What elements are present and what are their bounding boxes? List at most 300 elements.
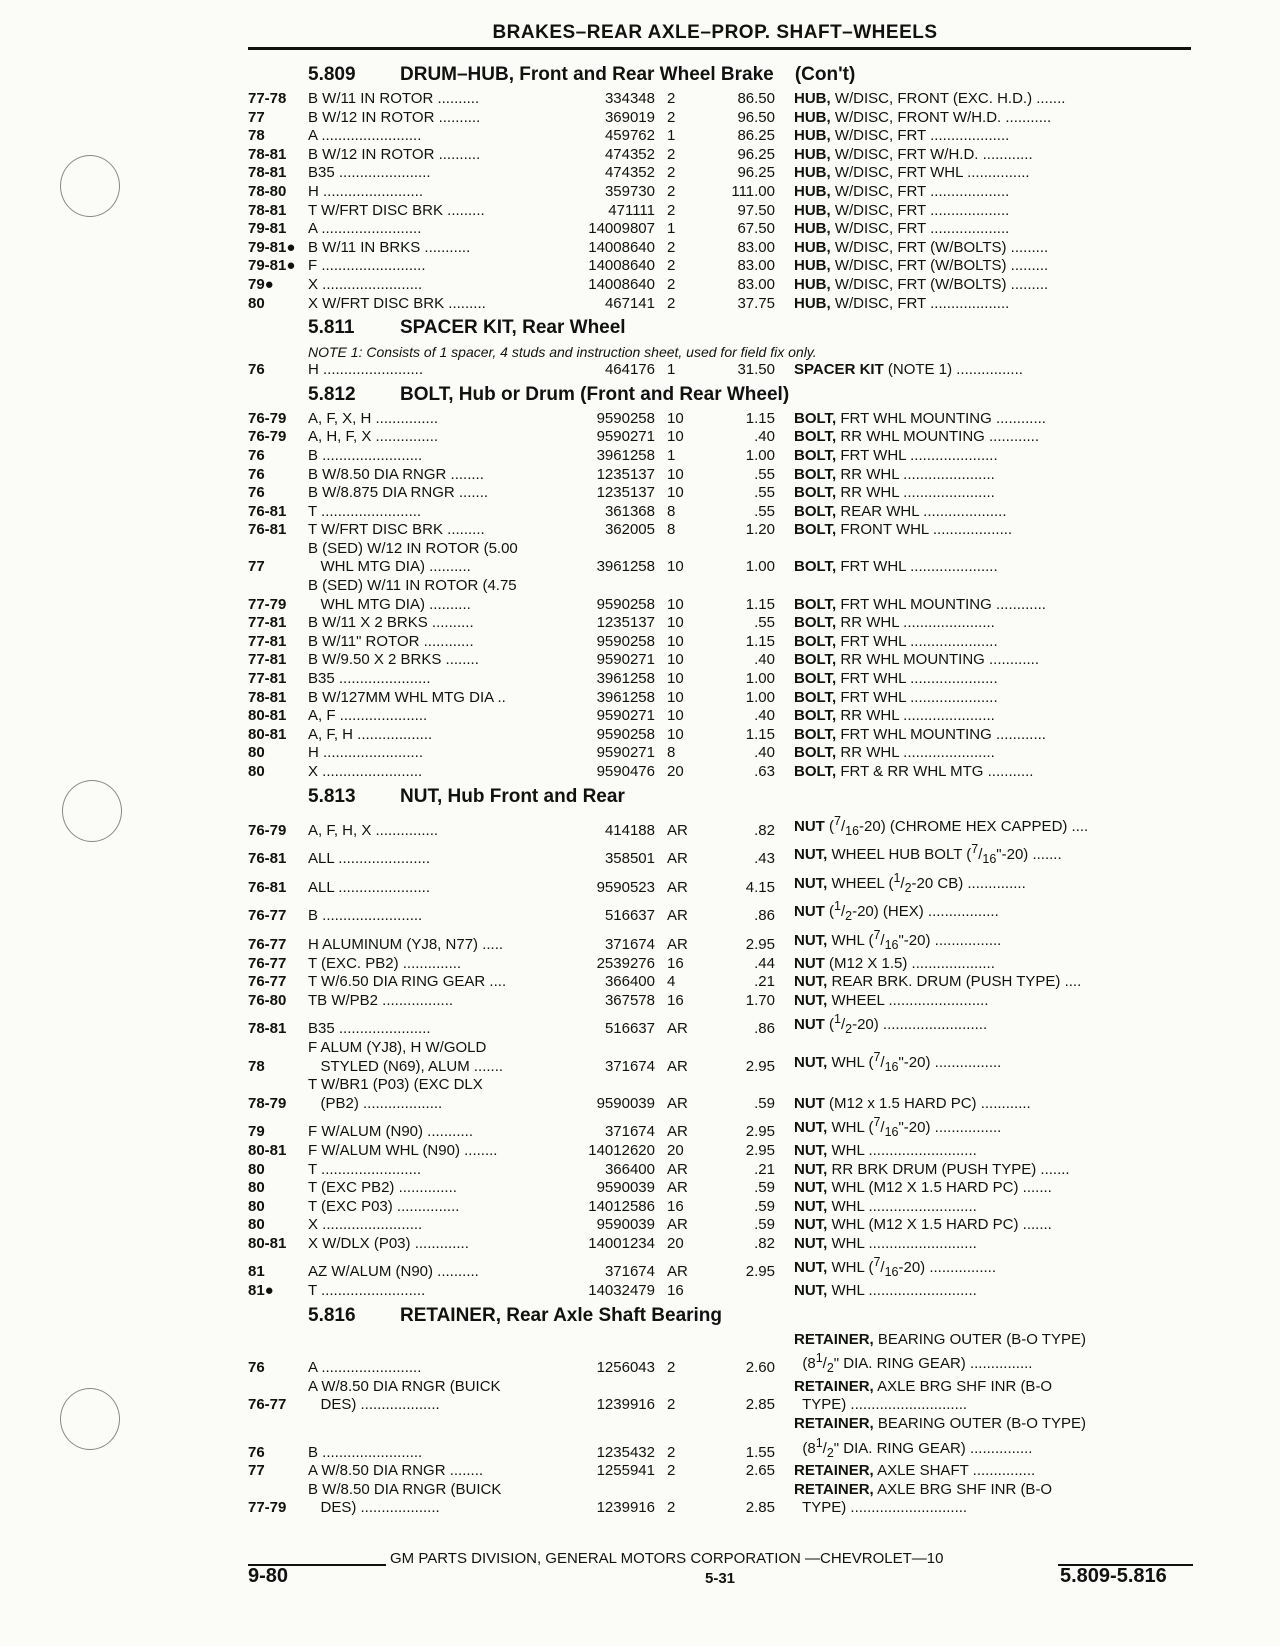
application: T W/BR1 (P03) (EXC DLX (PB2) ................... <box>308 1076 483 1112</box>
description: RETAINER, BEARING OUTER (B-O TYPE) ($8^1/_2$" DIA. RING GEAR) ............... <box>794 1415 1086 1460</box>
quantity: 2 <box>667 90 676 107</box>
part-number: 366400 <box>604 973 655 991</box>
binder-hole-top <box>60 155 120 217</box>
application: T (EXC P03) ............... <box>308 1197 460 1215</box>
quantity: 1 <box>667 446 676 464</box>
section-number: 5.813 <box>308 785 356 807</box>
part-number: 14008640 <box>588 238 655 256</box>
price: 2.85 <box>745 1499 775 1517</box>
application: X ........................ <box>308 1216 423 1234</box>
model-year: 76-77 <box>248 973 287 991</box>
model-year: 76-81 <box>248 521 287 539</box>
quantity: 2 <box>667 108 676 126</box>
price: .82 <box>754 1234 775 1252</box>
part-number: 474352 <box>604 164 655 182</box>
header-rule <box>248 47 1191 50</box>
description: NUT, REAR BRK. DRUM (PUSH TYPE) .... <box>794 973 1082 991</box>
part-number: 1256043 <box>596 1359 655 1377</box>
application: B ........................ <box>308 446 423 464</box>
price: .44 <box>754 954 775 972</box>
footer-section-range: 5.809-5.816 <box>1060 1565 1167 1587</box>
application: H ALUMINUM (YJ8, N77) ..... <box>308 935 504 953</box>
table-row <box>248 1462 1193 1481</box>
description: HUB, W/DISC, FRT (W/BOLTS) ......... <box>794 275 1049 293</box>
model-year: 76-77 <box>248 935 287 953</box>
application: A ........................ <box>308 220 422 238</box>
price: 97.50 <box>737 201 775 219</box>
description: NUT, WHL (M12 X 1.5 HARD PC) ....... <box>794 1179 1052 1197</box>
description: NUT, WHL $(^7/_{16}-20)$ ................ <box>794 1255 997 1280</box>
part-number: 516637 <box>604 1020 655 1038</box>
part-number: 3961258 <box>596 558 655 576</box>
table-row <box>248 1039 1193 1076</box>
part-number: 361368 <box>604 502 655 520</box>
price: .40 <box>754 707 775 725</box>
quantity: 20 <box>667 763 684 780</box>
description: BOLT, RR WHL ...................... <box>794 614 995 632</box>
quantity: 10 <box>667 670 684 688</box>
application: X ........................ <box>308 763 423 780</box>
model-year: 76 <box>248 1443 265 1461</box>
quantity: 2 <box>667 1443 676 1461</box>
price: .55 <box>754 484 775 502</box>
description: HUB, W/DISC, FRT (W/BOLTS) ......... <box>794 257 1049 275</box>
price: 1.15 <box>745 595 775 613</box>
part-number: 9590258 <box>596 725 655 743</box>
quantity: 2 <box>667 1462 676 1480</box>
model-year: 76 <box>248 465 265 483</box>
model-year: 80 <box>248 1160 265 1178</box>
application: A, F, X, H ............... <box>308 409 439 427</box>
table-row <box>248 239 1193 258</box>
quantity: 2 <box>667 294 676 312</box>
quantity: AR <box>667 935 688 953</box>
quantity: 10 <box>667 428 684 446</box>
table-row <box>248 1331 1193 1378</box>
section-name: DRUM–HUB, Front and Rear Wheel Brake (Con't) <box>400 64 856 85</box>
description: HUB, W/DISC, FRT W/H.D. ............ <box>794 145 1033 163</box>
table-row <box>248 926 1193 955</box>
application: ALL ...................... <box>308 878 430 896</box>
application: B (SED) W/12 IN ROTOR (5.00 WHL MTG DIA) .......... <box>308 539 518 576</box>
price: 1.00 <box>745 558 775 576</box>
model-year: 76-77 <box>248 907 287 925</box>
price: 2.95 <box>745 1123 775 1141</box>
price: 1.00 <box>745 688 775 706</box>
table-row <box>248 220 1193 239</box>
model-year: 80-81 <box>248 1234 287 1252</box>
quantity: 2 <box>667 257 676 275</box>
model-year: 80 <box>248 1216 265 1234</box>
model-year: 80-81 <box>248 1141 287 1159</box>
part-number: 9590039 <box>596 1216 655 1234</box>
part-number: 9590271 <box>596 744 655 762</box>
description: BOLT, RR WHL ...................... <box>794 465 995 483</box>
model-year: 76-79 <box>248 428 287 446</box>
description: NUT, WHEEL ($^1/_2-20$ CB) .............. <box>794 870 1026 895</box>
part-number: 516637 <box>604 907 655 925</box>
price: .40 <box>754 428 775 446</box>
part-number: 14009807 <box>588 220 655 238</box>
price: .59 <box>754 1094 775 1112</box>
model-year: 76 <box>248 484 265 502</box>
quantity: 16 <box>667 1282 684 1300</box>
section-name: SPACER KIT, Rear Wheel <box>400 317 626 339</box>
price: 96.25 <box>737 145 775 163</box>
part-number: 371674 <box>604 935 655 953</box>
model-year: 77-78 <box>248 90 287 107</box>
model-year: 78 <box>248 1057 265 1075</box>
application: H ........................ <box>308 182 424 200</box>
quantity: 2 <box>667 1499 676 1517</box>
description: RETAINER, AXLE SHAFT ............... <box>794 1462 1036 1480</box>
table-row <box>248 109 1193 128</box>
part-number: 369019 <box>604 108 655 126</box>
quantity: AR <box>667 1179 688 1197</box>
part-number: 1235137 <box>596 614 655 632</box>
quantity: 20 <box>667 1234 684 1252</box>
table-row <box>248 202 1193 221</box>
quantity: AR <box>667 1057 688 1075</box>
table-row <box>248 689 1193 708</box>
application: B W/8.50 DIA RNGR ........ <box>308 465 484 483</box>
description: BOLT, FRT WHL MOUNTING ............ <box>794 725 1046 743</box>
price: .63 <box>754 763 775 780</box>
description: BOLT, FRONT WHL ................... <box>794 521 1013 539</box>
quantity: 8 <box>667 502 676 520</box>
application: A W/8.50 DIA RNGR ........ <box>308 1462 484 1480</box>
quantity: 10 <box>667 465 684 483</box>
table-row <box>248 1282 1193 1301</box>
description: NUT $(^7/_{16}-20)$ (CHROME HEX CAPPED) .... <box>794 813 1089 838</box>
price: 83.00 <box>737 257 775 275</box>
part-number: 371674 <box>604 1263 655 1281</box>
price: .43 <box>754 850 775 868</box>
description: HUB, W/DISC, FRT ................... <box>794 127 1010 145</box>
price: 1.70 <box>745 991 775 1009</box>
description: NUT, WHL $(^7/_{16}"-20)$ ................ <box>794 927 1002 952</box>
description: HUB, W/DISC, FRT (W/BOLTS) ......... <box>794 238 1049 256</box>
description: BOLT, FRT WHL ..................... <box>794 446 998 464</box>
quantity: 10 <box>667 725 684 743</box>
price: 1.55 <box>745 1443 775 1461</box>
table-row <box>248 1481 1193 1518</box>
part-number: 1239916 <box>596 1499 655 1517</box>
table-row <box>248 763 1193 782</box>
model-year: 80 <box>248 744 265 762</box>
table-row <box>248 1378 1193 1415</box>
model-year: 76-79 <box>248 409 287 427</box>
table-row <box>248 1076 1193 1113</box>
application: F ......................... <box>308 257 426 275</box>
part-number: 9590258 <box>596 595 655 613</box>
model-year: 77-81 <box>248 670 287 688</box>
application: A, H, F, X ............... <box>308 428 439 446</box>
description: HUB, W/DISC, FRT WHL ............... <box>794 164 1030 182</box>
table-row <box>248 146 1193 165</box>
part-number: 3961258 <box>596 688 655 706</box>
application: H ........................ <box>308 361 424 379</box>
description: BOLT, RR WHL ...................... <box>794 707 995 725</box>
price: 2.95 <box>745 1141 775 1159</box>
quantity: 2 <box>667 145 676 163</box>
quantity: 2 <box>667 238 676 256</box>
quantity: 10 <box>667 409 684 427</box>
description: BOLT, FRT WHL ..................... <box>794 670 998 688</box>
description: BOLT, REAR WHL .................... <box>794 502 1007 520</box>
application: T ........................ <box>308 502 422 520</box>
model-year: 80 <box>248 1179 265 1197</box>
part-number: 464176 <box>604 361 655 379</box>
model-year: 78-80 <box>248 182 287 200</box>
table-row <box>248 707 1193 726</box>
table-row <box>248 466 1193 485</box>
price: .86 <box>754 907 775 925</box>
parts-catalog <box>248 60 1193 1518</box>
quantity: AR <box>667 850 688 868</box>
application: T W/FRT DISC BRK ......... <box>308 201 485 219</box>
quantity: 2 <box>667 1396 676 1414</box>
application: B ........................ <box>308 1443 423 1461</box>
description: NUT, WHL .......................... <box>794 1141 977 1159</box>
application: A, F, H, X ............... <box>308 821 439 839</box>
description: BOLT, FRT WHL MOUNTING ............ <box>794 595 1046 613</box>
application: B W/12 IN ROTOR .......... <box>308 145 481 163</box>
section-number: 5.812 <box>308 383 356 405</box>
footer-page-number: 5-31 <box>705 1570 736 1587</box>
section-number: 5.816 <box>308 1304 356 1326</box>
application: A, F ..................... <box>308 707 428 725</box>
table-row <box>248 276 1193 295</box>
application: B (SED) W/11 IN ROTOR (4.75 WHL MTG DIA) .......... <box>308 577 517 613</box>
part-number: 358501 <box>604 850 655 868</box>
application: B W/8.50 DIA RNGR (BUICK DES) ................... <box>308 1480 502 1517</box>
application: T (EXC PB2) .............. <box>308 1179 457 1197</box>
table-row <box>248 869 1193 898</box>
application: A ........................ <box>308 127 422 145</box>
application: B W/11" ROTOR ............ <box>308 632 474 650</box>
price: 83.00 <box>737 238 775 256</box>
table-row <box>248 257 1193 276</box>
application: X W/FRT DISC BRK ......... <box>308 294 486 312</box>
quantity: 10 <box>667 558 684 576</box>
table-row <box>248 484 1193 503</box>
binder-hole-middle <box>62 780 122 842</box>
table-row <box>248 577 1193 614</box>
price: 1.15 <box>745 632 775 650</box>
description: BOLT, RR WHL ...................... <box>794 744 995 762</box>
description: NUT (M12 x 1.5 HARD PC) ............ <box>794 1094 1031 1112</box>
model-year: 78-81 <box>248 145 287 163</box>
quantity: 10 <box>667 688 684 706</box>
model-year: 76-79 <box>248 821 287 839</box>
price: 1.00 <box>745 446 775 464</box>
part-number: 9590271 <box>596 428 655 446</box>
application: B W/12 IN ROTOR .......... <box>308 108 481 126</box>
price: .55 <box>754 465 775 483</box>
model-year: 77-81 <box>248 632 287 650</box>
section-title <box>248 60 1193 90</box>
description: BOLT, FRT WHL MOUNTING ............ <box>794 409 1046 427</box>
description: RETAINER, BEARING OUTER (B-O TYPE) ($8^1/_2$" DIA. RING GEAR) ............... <box>794 1330 1086 1376</box>
description: BOLT, RR WHL MOUNTING ............ <box>794 651 1039 669</box>
part-number: 1235137 <box>596 484 655 502</box>
model-year: 76-77 <box>248 954 287 972</box>
price: .40 <box>754 651 775 669</box>
model-year: 78-81 <box>248 201 287 219</box>
table-row <box>248 744 1193 763</box>
price: .55 <box>754 502 775 520</box>
section-name: NUT, Hub Front and Rear <box>400 785 625 807</box>
table-row <box>248 521 1193 540</box>
quantity: 1 <box>667 127 676 145</box>
quantity: 20 <box>667 1141 684 1159</box>
price: 83.00 <box>737 275 775 293</box>
table-row <box>248 633 1193 652</box>
application: T (EXC. PB2) .............. <box>308 954 462 972</box>
model-year: 79-81● <box>248 257 296 275</box>
description: NUT (M12 X 1.5) .................... <box>794 954 995 972</box>
description: NUT, WHEEL ........................ <box>794 991 989 1009</box>
price: 31.50 <box>737 361 775 379</box>
section-title <box>248 380 1193 410</box>
part-number: 9590039 <box>596 1179 655 1197</box>
application: A, F, H .................. <box>308 725 433 743</box>
application: B ........................ <box>308 907 423 925</box>
part-number: 9590258 <box>596 409 655 427</box>
table-row <box>248 1142 1193 1161</box>
price: 4.15 <box>745 878 775 896</box>
part-number: 1239916 <box>596 1396 655 1414</box>
table-row <box>248 812 1193 841</box>
quantity: 2 <box>667 182 676 200</box>
quantity: 10 <box>667 614 684 632</box>
quantity: 10 <box>667 707 684 725</box>
part-number: 14008640 <box>588 257 655 275</box>
model-year: 79● <box>248 275 274 293</box>
model-year: 77-81 <box>248 651 287 669</box>
model-year: 79-81 <box>248 220 287 238</box>
description: NUT, WHL $(^7/_{16}"-20)$ ................ <box>794 1115 1002 1140</box>
table-row <box>248 897 1193 926</box>
section-title <box>248 313 1193 343</box>
price: 2.95 <box>745 935 775 953</box>
price: 2.65 <box>745 1462 775 1480</box>
price: 1.20 <box>745 521 775 539</box>
price: 2.85 <box>745 1396 775 1414</box>
application: TB W/PB2 ................. <box>308 991 454 1009</box>
part-number: 14008640 <box>588 275 655 293</box>
application: B W/127MM WHL MTG DIA .. <box>308 688 506 706</box>
application: T ........................ <box>308 1160 422 1178</box>
table-row <box>248 1415 1193 1462</box>
application: B W/11 IN ROTOR .......... <box>308 90 480 107</box>
model-year: 78 <box>248 127 265 145</box>
table-row <box>248 973 1193 992</box>
application: B35 ...................... <box>308 670 431 688</box>
part-number: 9590476 <box>596 763 655 780</box>
section-title <box>248 782 1193 812</box>
model-year: 76 <box>248 1359 265 1377</box>
model-year: 76-77 <box>248 1396 287 1414</box>
application: A W/8.50 DIA RNGR (BUICK DES) ................... <box>308 1377 501 1414</box>
footer-date: 9-80 <box>248 1565 289 1587</box>
price: .59 <box>754 1216 775 1234</box>
part-number: 14001234 <box>588 1234 655 1252</box>
quantity: 8 <box>667 521 676 539</box>
model-year: 79-81● <box>248 238 296 256</box>
quantity: AR <box>667 1216 688 1234</box>
price: 86.50 <box>737 90 775 107</box>
model-year: 78-81 <box>248 164 287 182</box>
description: HUB, W/DISC, FRONT W/H.D. ........... <box>794 108 1052 126</box>
table-row <box>248 410 1193 429</box>
description: BOLT, FRT WHL ..................... <box>794 688 998 706</box>
table-row <box>248 614 1193 633</box>
price: .86 <box>754 1020 775 1038</box>
price: 1.00 <box>745 670 775 688</box>
part-number: 371674 <box>604 1057 655 1075</box>
description: NUT, RR BRK DRUM (PUSH TYPE) ....... <box>794 1160 1070 1178</box>
table-row <box>248 183 1193 202</box>
quantity: AR <box>667 1263 688 1281</box>
description: BOLT, FRT WHL ..................... <box>794 632 998 650</box>
quantity: AR <box>667 821 688 839</box>
price: .21 <box>754 1160 775 1178</box>
application: X ........................ <box>308 275 423 293</box>
description: HUB, W/DISC, FRONT (EXC. H.D.) ....... <box>794 90 1066 107</box>
price: 2.95 <box>745 1263 775 1281</box>
application: ALL ...................... <box>308 850 430 868</box>
binder-hole-bottom <box>60 1388 120 1450</box>
table-row <box>248 90 1193 109</box>
part-number: 467141 <box>604 294 655 312</box>
part-number: 366400 <box>604 1160 655 1178</box>
part-number: 1235137 <box>596 465 655 483</box>
section-name: RETAINER, Rear Axle Shaft Bearing <box>400 1304 723 1326</box>
part-number: 3961258 <box>596 446 655 464</box>
quantity: AR <box>667 878 688 896</box>
model-year: 76 <box>248 446 265 464</box>
description: NUT, WHL .......................... <box>794 1197 977 1215</box>
quantity: AR <box>667 1094 688 1112</box>
application: H ........................ <box>308 744 424 762</box>
part-number: 9590523 <box>596 878 655 896</box>
model-year: 80 <box>248 294 265 312</box>
part-number: 9590039 <box>596 1094 655 1112</box>
quantity: 2 <box>667 1359 676 1377</box>
model-year: 77 <box>248 558 265 576</box>
model-year: 77-79 <box>248 595 287 613</box>
model-year: 80-81 <box>248 725 287 743</box>
part-number: 14012620 <box>588 1141 655 1159</box>
quantity: AR <box>667 1020 688 1038</box>
table-row <box>248 428 1193 447</box>
quantity: 8 <box>667 744 676 762</box>
model-year: 77-79 <box>248 1499 287 1517</box>
description: NUT, WHEEL HUB BOLT $(^7/_{16}"-20)$ ....... <box>794 842 1062 867</box>
quantity: 2 <box>667 201 676 219</box>
price: 86.25 <box>737 127 775 145</box>
application: F W/ALUM (N90) ........... <box>308 1123 474 1141</box>
quantity: 2 <box>667 275 676 293</box>
application: AZ W/ALUM (N90) .......... <box>308 1263 479 1281</box>
model-year: 78-79 <box>248 1094 287 1112</box>
description: NUT, WHL (M12 X 1.5 HARD PC) ....... <box>794 1216 1052 1234</box>
price: 2.95 <box>745 1057 775 1075</box>
application: F W/ALUM WHL (N90) ........ <box>308 1141 498 1159</box>
description: BOLT, FRT WHL ..................... <box>794 558 998 576</box>
